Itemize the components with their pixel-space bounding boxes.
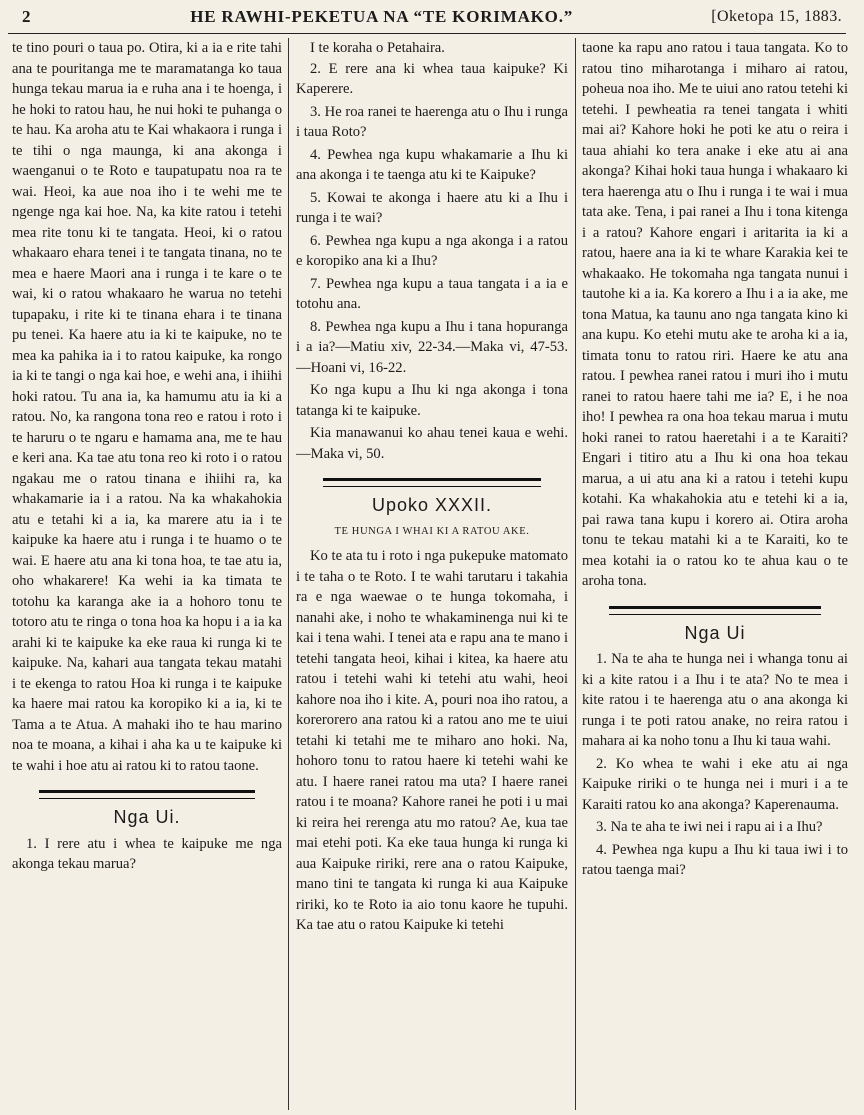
answer-text: I te koraha o Petahaira. xyxy=(310,40,445,56)
question-item: 4. Pewhea nga kupu a Ihu ki taua iwi i to ratou taenga mai? xyxy=(582,841,848,878)
question-item: 2. E rere ana ki whea taua kaipuke? Ki Kaperere. xyxy=(296,60,568,97)
column-divider xyxy=(575,38,576,1110)
question-item: 3. He roa ranei te haerenga atu o Ihu i runga i taua Roto? xyxy=(296,103,568,140)
story-text: te tino pouri o taua po. Otira, ki a ia e rite tahi ana te pouritanga me te maramatanga ko taua hunga tekau marua ia e ruha ana i te hoenga, i he hoki to ratou hau, he nui hoki te puhanga o te hau. Ka aroha atu te Kai whakaora i runga i te tihi o nga maunga, ki ana akonga i waenganui o te Roto e taupatupatu noa ra te wai. Heoi, ka aue noa iho i te wehi me te ngenge nga kai hoe. Na, ka kite ratou i tetehi mea rite tonu ki te tangata. Heoi, ki o ratou whakaaro ehara tenei i te tangata tinana, no te mea e haere Maori ana i runga i te kare o te wai, ki o ratou whakaaro he warua no tetehi tupapaku, i rite ki te tinana ehara i te tinana pu tenei. Ka haere atu ia ki te kaipuke, no te mea ka pahika ia i to ratou kaipuke, ka rongo ia ki te tangi o nga kai hoe, e wehi ana, i ihiihi hoki ratou. Tu ana ia, ka hamumu atu ia ki a ratou. No, ka rangona tona reo e ratou i roto i te haruru o te ngaru e hamama ana, me te hau e keri ana. Ka tae atu tona reo ki roto i o ratou ngakau me o ratou tinana e ihiihi ra, ka whakamarie ia i a ratou. Na ka whakahokia atu e tetahi ki a ia, ka marere atu ia i te kaipuke ka haere atu i runga i te huamo o te wai. E haere atu ana ki tona hoa, te tae atu ia, oho whakarere! Ka wehi ia ka timata te totohu ka karanga ake ia a hohoro tonu te totoro atu te ringa o tona hoa ka hopu i a ia ka arahi ki te kaipuke ka eke raua ki runga ki te kaipuke. Na, kahari aua tangata tekau matahi i te ekenga to ratou Hoa ki runga i te kaipuke ka haere mai ratou ka koropiko ki a ia, ki te Tama a te Atua. A mahaki iho te hau marino noa te moana, a kihai i aha ka u te kaipuke ki te wahi i hoe atu ai ratou ki to ratou taone. xyxy=(12,40,282,774)
question-item: 6. Pewhea nga kupu a nga akonga i a ratou e koropiko ana ki a Ihu? xyxy=(296,232,568,269)
question-item: 1. I rere atu i whea te kaipuke me nga akonga tekau marua? xyxy=(12,835,282,872)
section-rule xyxy=(609,606,822,615)
column-1 xyxy=(12,38,282,1110)
header-rule xyxy=(8,33,846,34)
question-item: 3. Na te aha te iwi nei i rapu ai i a Ihu? xyxy=(596,819,823,835)
question-item: 8. Pewhea nga kupu a Ihu i tana hopuranga i a ia?—Matiu xiv, 22-34.—Maka vi, 47-53.—Hoani vi, 16-22. xyxy=(296,318,568,376)
question-item: 2. Ko whea te wahi i eke atu ai nga Kaipuke ririki o te hunga nei i muri i a te Karaiti ratou ko ana akonga? Kaperenauma. xyxy=(582,755,848,813)
question-item: 4. Pewhea nga kupu whakamarie a Ihu ki ana akonga i te taenga atu ki te Kaipuke? xyxy=(296,146,568,183)
column-3 xyxy=(582,38,848,1110)
note-text: Ko nga kupu a Ihu ki nga akonga i tona tatanga ki te kaipuke. xyxy=(296,382,568,419)
chapter-title: Upoko XXXII. xyxy=(371,495,493,515)
newspaper-title: HE RAWHI-PEKETUA NA “TE KORIMAKO.” xyxy=(190,7,574,26)
section-rule xyxy=(323,478,541,487)
questions-heading: Nga Ui xyxy=(684,622,746,643)
chapter-subtitle: TE HUNGA I WHAI KI A RATOU AKE. xyxy=(334,525,530,537)
column-2 xyxy=(296,38,568,1110)
page-number: 2 xyxy=(22,7,31,26)
section-rule xyxy=(39,790,255,799)
story-text: taone ka rapu ano ratou i taua tangata. Ko to ratou tino miharotanga i miharo ai ratou, poheua noa iho. Me te uiui ano ratou tetehi ki tetehi. I pewheatia ra tenei tangata i whiti mai ai? Kahore hoki he poti ke atu o reira i taua ahiahi ko tera anake i eke atu ai ana akonga? Kihai hoki taua hunga i whakaaro ki tera haerenga atu o Ihu i runga i te wai i mua tata ake. Tena, i pai ranei a Ihu i tona kitenga i a ratou? Kahore engari i aritarita ia ki a ratou, haere ana ia ki te whare Karakia kei te whakaako. He tokomaha nga tangata nunui i tautohe ki a ia. Ka korero a Ihu i a ia ake, me tona Matua, ka taunu ano nga tangata kino ki ana kupu. Ko etehi mutu ake te aroha ki a ia, timata tonu to ratou riri. Haere ke atu ana ratou. I pewhea ranei ratou i muri iho i mutu ranei to ratou haere tahi me ia? E, i he noa iho! I pewhea ra ona hoa tekau marua i mutu hoki ranei to ratou haeretahi i a te Karaiti? Engari i titiro atu a Ihu ki ona hoa tekau marua, a ui atu ana ki a ratou i tetehi kupu kotahi. Ka whakahokia atu e tetehi ki a ia, pai rawa tana kupu i korero ai. Otira aroha tonu te tekau matahi ki a te Karaiti, ko te mea kotahi ia o ratou ko te ahua kau o te aroha tona. xyxy=(582,40,848,589)
issue-date: [Oketopa 15, 1883. xyxy=(711,8,842,25)
column-divider xyxy=(288,38,289,1110)
question-item: 1. Na te aha te hunga nei i whanga tonu ai ki a kite ratou i a Ihu i te ata? No te mea i kite ratou i te haerenga atu o ana akonga ki runga i te poti ratou anake, no reira ratou i mahara ai ka noho tonu a Ihu ki taua wahi. xyxy=(582,651,848,749)
page-header xyxy=(22,4,842,30)
note-text: Kia manawanui ko ahau tenei kaua e wehi.—Maka vi, 50. xyxy=(296,425,568,462)
question-item: 5. Kowai te akonga i haere atu ki a Ihu i runga i te wai? xyxy=(296,189,568,226)
question-item: 7. Pewhea nga kupu a taua tangata i a ia e totohu ana. xyxy=(296,275,568,312)
questions-heading: Nga Ui. xyxy=(113,807,181,827)
story-text: Ko te ata tu i roto i nga pukepuke matomato i te taha o te Roto. I te wahi tarutaru i takahia ra e nga waewae o te hunga tokomaha, i nanahi ake, i noho te whakaminenga nui ki te kai i tena wahi. I tenei ata e rapu ana te mano i tetehi tangata heoi, kihai i kitea, ka haere atu ratou i tetehi wahi ki tetehi atu wahi, heoi kahore noa iho i kite. A, pouri noa iho ratou, a korerorero ana ratou ki a ratou ano me te uiui tetahi ki tetahi me te miharo ano hoki. Na, hohoro tonu to ratou haere ki tetehi wahi ke atu. I haere ranei ratou ma uta? I haere ranei ratou i te moana? Kahore ranei he poti i u mai ki reira hei rerenga atu mo ratou? Ae, kua tae mai etehi poti. Ka eke taua hunga ki runga ki aua Kaipuke ririki, rere ana o ratou Kaipuke, mano tini te tangata ki runga ki aua Kaipuke ririki, ko te Roto ia aio tonu kaore he tupuhi. Ka tae atu o ratou Kaipuke ki tetehi xyxy=(296,548,568,933)
